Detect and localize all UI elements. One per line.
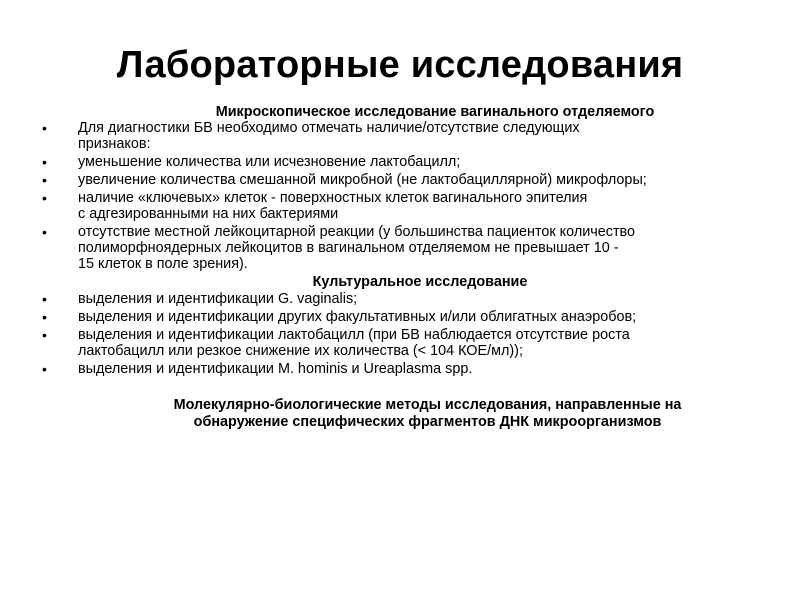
list-item-line: 15 клеток в поле зрения).: [78, 256, 248, 272]
list-item-line: выделения и идентификации других факультативных и/или облигатных анаэробов;: [78, 309, 637, 325]
list-item-line: выделения и идентификации G. vaginalis;: [78, 291, 358, 307]
list-item-line: с адгезированными на них бактериями: [78, 206, 339, 222]
list-item: [40, 291, 760, 307]
list-item-line: выделения и идентификации M. hominis и Ureaplasma spp.: [78, 361, 473, 377]
list-item-line: выделения и идентификации лактобацилл (при БВ наблюдается отсутствие роста: [78, 327, 630, 343]
list-item-line: лактобацилл или резкое снижение их количества (< 104 КОЕ/мл));: [78, 343, 523, 359]
list-item: [40, 224, 760, 272]
list-item-line: Для диагностики БВ необходимо отмечать наличие/отсутствие следующих: [78, 120, 580, 136]
section-heading-culture: Культуральное исследование: [312, 274, 528, 290]
culture-list: [40, 291, 760, 377]
list-item: [40, 327, 760, 359]
list-item: [40, 120, 760, 152]
list-item: [40, 154, 760, 170]
list-item-line: уменьшение количества или исчезновение лактобацилл;: [78, 154, 461, 170]
section-molecular: [40, 397, 760, 431]
list-item-line: наличие «ключевых» клеток - поверхностных клеток вагинального эпителия: [78, 190, 588, 206]
list-item: [40, 190, 760, 222]
microscopy-list: [40, 120, 760, 272]
molecular-line: Молекулярно-биологические методы исследования, направленные на: [173, 397, 682, 413]
section-heading-microscopy: Микроскопическое исследование вагинального отделяемого: [215, 104, 655, 120]
list-item: [40, 361, 760, 377]
list-item-line: признаков:: [78, 136, 151, 152]
molecular-line: обнаружение специфических фрагментов ДНК микроорганизмов: [193, 414, 662, 430]
list-item-line: увеличение количества смешанной микробной (не лактобациллярной) микрофлоры;: [78, 172, 647, 188]
list-item: [40, 309, 760, 325]
slide-content: [40, 104, 760, 431]
list-item: [40, 172, 760, 188]
list-item-line: полиморфноядерных лейкоцитов в вагинальном отделяемом не превышает 10 -: [78, 240, 619, 256]
slide-title: Лабораторные исследования: [116, 44, 684, 86]
list-item-line: отсутствие местной лейкоцитарной реакции (у большинства пациенток количество: [78, 224, 636, 240]
